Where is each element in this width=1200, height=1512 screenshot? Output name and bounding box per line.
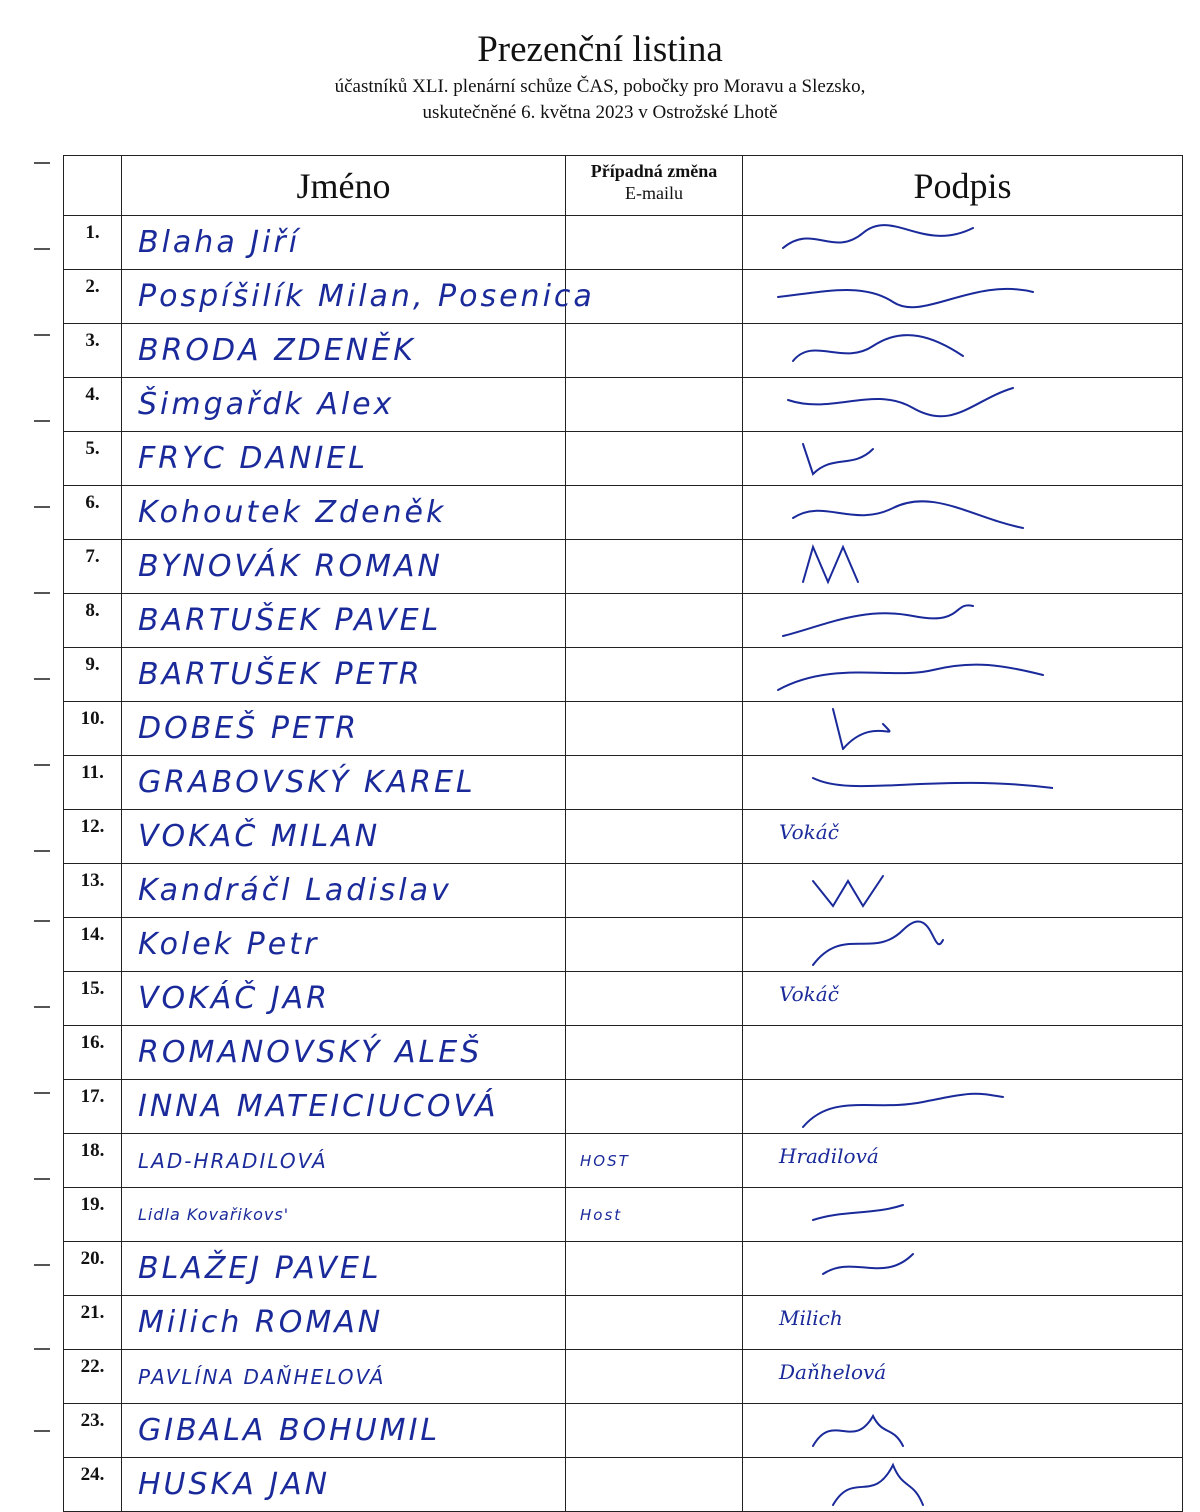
table-row (64, 1026, 1183, 1080)
handwritten-signature (773, 758, 1053, 804)
signature-cell (743, 1404, 1183, 1458)
email-change (566, 918, 743, 972)
signature-cell (743, 432, 1183, 486)
table-row (64, 378, 1183, 432)
email-change: HOST (566, 1134, 743, 1188)
email-change (566, 864, 743, 918)
attendee-name: Kohoutek Zdeněk (122, 486, 566, 540)
row-number: 4. (64, 378, 122, 432)
row-number: 15. (64, 972, 122, 1026)
table-row (64, 972, 1183, 1026)
signature-cell (743, 864, 1183, 918)
signature-text: Hradilová (779, 1144, 879, 1168)
header-name: Jméno (122, 156, 566, 216)
signature-cell (743, 486, 1183, 540)
attendee-name: VOKAČ MILAN (122, 810, 566, 864)
handwritten-signature (773, 272, 1053, 318)
signature-cell (743, 1242, 1183, 1296)
handwritten-signature (773, 488, 1053, 534)
table-row (64, 702, 1183, 756)
table-row (64, 216, 1183, 270)
signature-cell (743, 1350, 1183, 1404)
attendee-name: BRODA ZDENĚK (122, 324, 566, 378)
signature-cell (743, 648, 1183, 702)
subtitle-line-1: účastníků XLI. plenární schůze ČAS, pobočky pro Moravu a Slezsko, (334, 76, 866, 97)
margin-tick (34, 420, 50, 422)
attendee-name: BARTUŠEK PAVEL (122, 594, 566, 648)
signature-cell (743, 810, 1183, 864)
row-number: 5. (64, 432, 122, 486)
table-row (64, 648, 1183, 702)
signature-cell (743, 270, 1183, 324)
table-row (64, 864, 1183, 918)
margin-tick (34, 1264, 50, 1266)
document-title: Prezenční listina (477, 29, 723, 70)
signature-cell (743, 918, 1183, 972)
email-change (566, 1242, 743, 1296)
email-change (566, 594, 743, 648)
table-row (64, 1404, 1183, 1458)
handwritten-signature (773, 218, 1053, 264)
margin-tick (34, 162, 50, 164)
handwritten-signature (773, 326, 1053, 372)
attendee-name: FRYC DANIEL (122, 432, 566, 486)
email-change (566, 756, 743, 810)
attendee-name: Pospíšilík Milan, Posenica (122, 270, 566, 324)
row-number: 11. (64, 756, 122, 810)
email-change (566, 540, 743, 594)
table-row (64, 810, 1183, 864)
email-change (566, 1296, 743, 1350)
attendee-name: VOKÁČ JAR (122, 972, 566, 1026)
header-email-line-2: E-mailu (625, 183, 683, 203)
signature-cell (743, 1188, 1183, 1242)
email-change (566, 486, 743, 540)
attendee-name: Šimgařdk Alex (122, 378, 566, 432)
row-number: 8. (64, 594, 122, 648)
margin-tick (34, 1178, 50, 1180)
margin-tick (34, 592, 50, 594)
margin-tick (34, 1430, 50, 1432)
email-change (566, 1080, 743, 1134)
table-row (64, 918, 1183, 972)
email-change (566, 810, 743, 864)
header-email-change (566, 156, 743, 216)
table-row (64, 432, 1183, 486)
table-row (64, 594, 1183, 648)
handwritten-signature (773, 1406, 1053, 1452)
signature-cell (743, 216, 1183, 270)
table-row (64, 1458, 1183, 1512)
row-number: 9. (64, 648, 122, 702)
attendee-name: Milich ROMAN (122, 1296, 566, 1350)
handwritten-signature (773, 866, 1053, 912)
attendee-name: Kolek Petr (122, 918, 566, 972)
row-number: 10. (64, 702, 122, 756)
attendee-name: BYNOVÁK ROMAN (122, 540, 566, 594)
row-number: 24. (64, 1458, 122, 1512)
margin-tick (34, 248, 50, 250)
header-number (64, 156, 122, 216)
signature-text: Vokáč (779, 820, 839, 844)
handwritten-signature (773, 1460, 1053, 1506)
email-change (566, 702, 743, 756)
email-change (566, 378, 743, 432)
margin-tick (34, 678, 50, 680)
attendee-name: DOBEŠ PETR (122, 702, 566, 756)
handwritten-signature (773, 380, 1053, 426)
attendee-name: BLAŽEJ PAVEL (122, 1242, 566, 1296)
email-change (566, 1026, 743, 1080)
document-subtitle (0, 74, 1200, 126)
signature-cell (743, 1296, 1183, 1350)
table-row (64, 1188, 1183, 1242)
row-number: 23. (64, 1404, 122, 1458)
row-number: 13. (64, 864, 122, 918)
table-row (64, 1296, 1183, 1350)
subtitle-line-2: uskutečněné 6. května 2023 v Ostrožské Lhotě (422, 102, 778, 123)
handwritten-signature (773, 596, 1053, 642)
row-number: 6. (64, 486, 122, 540)
signature-text: Vokáč (779, 982, 839, 1006)
handwritten-signature (773, 434, 1053, 480)
signature-text: Milich (779, 1306, 843, 1330)
table-header-row (64, 156, 1183, 216)
row-number: 19. (64, 1188, 122, 1242)
handwritten-signature (773, 704, 1053, 750)
attendee-name: PAVLÍNA DAŇHELOVÁ (122, 1350, 566, 1404)
table-row (64, 756, 1183, 810)
margin-tick (34, 764, 50, 766)
table-row (64, 270, 1183, 324)
attendance-table (63, 155, 1183, 1512)
signature-cell (743, 1080, 1183, 1134)
row-number: 12. (64, 810, 122, 864)
handwritten-signature (773, 1190, 1053, 1236)
signature-cell (743, 594, 1183, 648)
row-number: 22. (64, 1350, 122, 1404)
margin-tick (34, 506, 50, 508)
handwritten-signature (773, 650, 1053, 696)
signature-cell (743, 1134, 1183, 1188)
handwritten-signature (773, 920, 1053, 966)
email-change: Host (566, 1188, 743, 1242)
attendee-name: HUSKA JAN (122, 1458, 566, 1512)
table-row (64, 1350, 1183, 1404)
email-change (566, 1404, 743, 1458)
table-row (64, 486, 1183, 540)
email-change (566, 1350, 743, 1404)
table-row (64, 540, 1183, 594)
handwritten-signature (773, 1082, 1053, 1128)
row-number: 16. (64, 1026, 122, 1080)
row-number: 18. (64, 1134, 122, 1188)
attendee-name: Kandráčl Ladislav (122, 864, 566, 918)
signature-cell (743, 324, 1183, 378)
header-email-line-1: Případná změna (590, 161, 718, 181)
handwritten-signature (773, 542, 1053, 588)
signature-cell (743, 540, 1183, 594)
signature-cell (743, 1458, 1183, 1512)
email-change (566, 216, 743, 270)
row-number: 14. (64, 918, 122, 972)
signature-cell (743, 378, 1183, 432)
email-change (566, 648, 743, 702)
row-number: 3. (64, 324, 122, 378)
row-number: 21. (64, 1296, 122, 1350)
table-row (64, 1242, 1183, 1296)
attendance-rows (64, 216, 1183, 1512)
attendee-name: GRABOVSKÝ KAREL (122, 756, 566, 810)
margin-tick (34, 1348, 50, 1350)
document-header (0, 28, 1200, 126)
signature-text: Daňhelová (779, 1360, 887, 1384)
margin-tick (34, 1092, 50, 1094)
row-number: 17. (64, 1080, 122, 1134)
attendee-name: ROMANOVSKÝ ALEŠ (122, 1026, 566, 1080)
signature-cell (743, 1026, 1183, 1080)
email-change (566, 972, 743, 1026)
row-number: 20. (64, 1242, 122, 1296)
email-change (566, 432, 743, 486)
attendee-name: GIBALA BOHUMIL (122, 1404, 566, 1458)
attendee-name: INNA MATEICIUCOVÁ (122, 1080, 566, 1134)
margin-tick (34, 920, 50, 922)
email-change (566, 324, 743, 378)
attendee-name: BARTUŠEK PETR (122, 648, 566, 702)
table-row (64, 1134, 1183, 1188)
attendee-name: LAD-HRADILOVÁ (122, 1134, 566, 1188)
margin-tick (34, 334, 50, 336)
header-signature: Podpis (743, 156, 1183, 216)
margin-tick (34, 850, 50, 852)
signature-cell (743, 756, 1183, 810)
signature-cell (743, 702, 1183, 756)
email-change (566, 1458, 743, 1512)
table-row (64, 324, 1183, 378)
table-row (64, 1080, 1183, 1134)
attendee-name: Blaha Jiří (122, 216, 566, 270)
row-number: 1. (64, 216, 122, 270)
row-number: 7. (64, 540, 122, 594)
handwritten-signature (773, 1244, 1053, 1290)
margin-tick (34, 1006, 50, 1008)
attendee-name: Lidla Kovařikovs' (122, 1188, 566, 1242)
row-number: 2. (64, 270, 122, 324)
signature-cell (743, 972, 1183, 1026)
